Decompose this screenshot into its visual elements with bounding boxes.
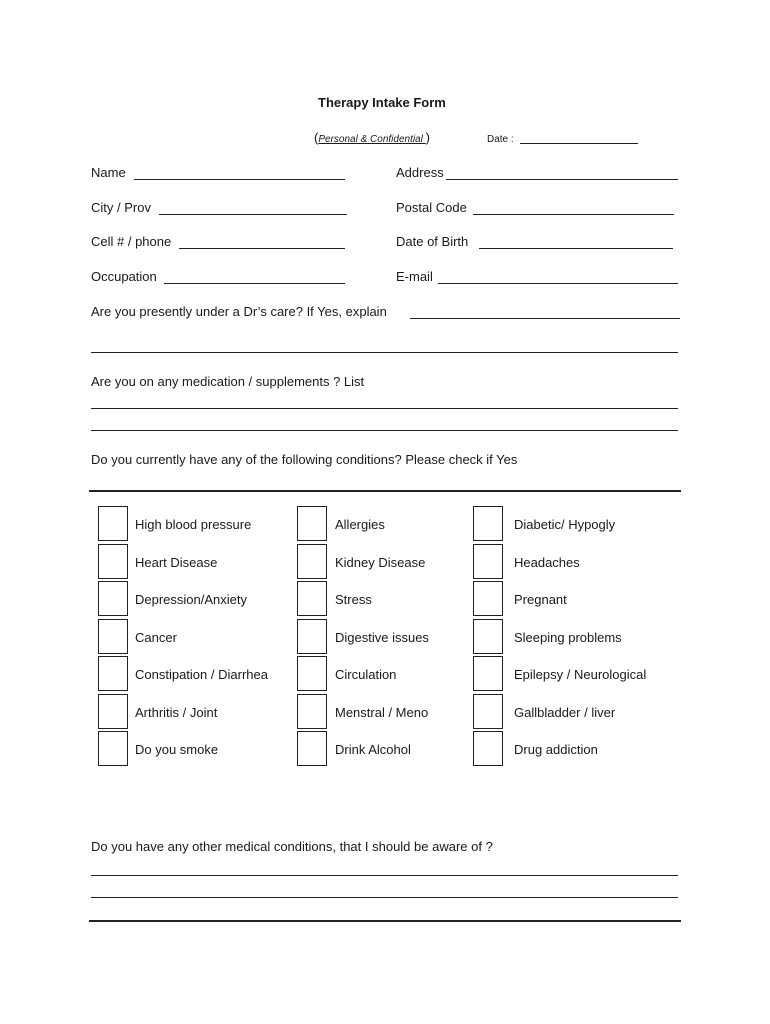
condition-checkbox[interactable] [98,581,128,616]
condition-checkbox[interactable] [297,656,327,691]
condition-label: Gallbladder / liver [514,704,616,720]
condition-label: Diabetic/ Hypogly [514,517,616,532]
condition-checkbox[interactable] [473,694,503,729]
condition-label: Drug addiction [514,742,598,757]
condition-label: Digestive issues [335,629,429,645]
condition-label: Depression/Anxiety [135,592,247,607]
condition-label: Cancer [135,629,177,645]
condition-checkbox[interactable] [473,506,503,541]
condition-checkbox[interactable] [473,619,503,654]
condition-label: Constipation / Diarrhea [135,667,268,682]
condition-label: Menstral / Meno [335,704,429,720]
email-field[interactable] [438,283,678,284]
email-label: E-mail [396,269,433,284]
name-field[interactable] [134,179,345,180]
confidential-note [314,130,430,145]
condition-checkbox[interactable] [297,619,327,654]
address-label: Address [396,165,444,180]
name-label: Name [91,165,126,180]
other-line-1[interactable] [91,875,678,876]
condition-label: Arthritis / Joint [135,704,218,720]
dr-care-question: Are you presently under a Dr’s care? If Yes, explain [91,304,387,319]
condition-label: Allergies [335,517,385,532]
condition-label: Heart Disease [135,554,218,570]
dr-care-line-2[interactable] [91,352,678,353]
condition-checkbox[interactable] [473,656,503,691]
city-field[interactable] [159,214,347,215]
condition-checkbox[interactable] [297,506,327,541]
condition-checkbox[interactable] [297,581,327,616]
dr-care-field[interactable] [410,318,680,319]
condition-checkbox[interactable] [473,544,503,579]
condition-checkbox[interactable] [297,544,327,579]
dob-field[interactable] [479,248,673,249]
footer-divider [89,920,681,922]
condition-label: Sleeping problems [514,629,622,645]
condition-checkbox[interactable] [297,694,327,729]
address-field[interactable] [446,179,678,180]
cell-label: Cell # / phone [91,234,172,249]
condition-checkbox[interactable] [473,731,503,766]
close-paren: ) [425,130,430,145]
date-label: Date : [487,134,514,145]
condition-label: Headaches [514,554,580,570]
other-line-2[interactable] [91,897,678,898]
condition-label: Pregnant [514,592,567,607]
condition-checkbox[interactable] [98,544,128,579]
city-label: City / Prov [91,200,151,215]
date-field[interactable] [520,143,638,144]
condition-label: Epilepsy / Neurological [514,667,647,682]
condition-checkbox[interactable] [98,731,128,766]
form-title: Therapy Intake Form [318,95,446,110]
open-paren: ( [314,130,319,145]
condition-label: Do you smoke [135,742,219,757]
condition-label: Stress [335,592,372,607]
condition-checkbox[interactable] [98,694,128,729]
medication-line-2[interactable] [91,430,678,431]
medication-line-1[interactable] [91,408,678,409]
medication-question: Are you on any medication / supplements ? List [91,374,365,389]
dob-label: Date of Birth [396,234,469,249]
condition-label: High blood pressure [135,517,252,532]
condition-checkbox[interactable] [98,656,128,691]
condition-label: Drink Alcohol [335,742,411,757]
other-conditions-question: Do you have any other medical conditions, that I should be aware of ? [91,839,493,854]
occupation-label: Occupation [91,269,157,284]
section-divider [89,490,681,492]
condition-checkbox[interactable] [473,581,503,616]
condition-label: Circulation [335,667,397,682]
conditions-question: Do you currently have any of the following conditions? Please check if Yes [91,452,518,467]
postal-label: Postal Code [396,200,467,215]
occupation-field[interactable] [164,283,345,284]
cell-field[interactable] [179,248,345,249]
condition-checkbox[interactable] [297,731,327,766]
postal-field[interactable] [473,214,674,215]
condition-label: Kidney Disease [335,554,426,570]
confidential-label: Personal & Confidential [318,134,426,145]
condition-checkbox[interactable] [98,619,128,654]
condition-checkbox[interactable] [98,506,128,541]
